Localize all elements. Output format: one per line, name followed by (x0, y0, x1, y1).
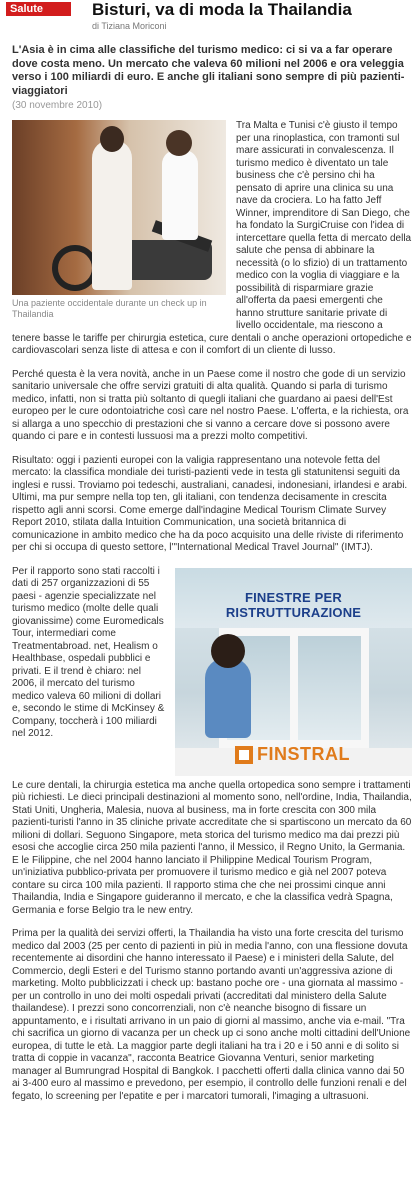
paragraph-6: Prima per la qualità dei servizi offerti, la Thailandia ha visto una forte crescita del turismo medico dal 2003 (25 per cento di pazienti in più in media l'anno, con una flessione dovuta recentemente ai disordini che hanno interessato il Paese) e i ministeri della Salute, del Commercio, degli Esteri e del Turismo stanno portando avanti un'aggressiva azione di marketing. Molto pubblicizzati i check up: bastano poche ore - una giornata al massimo - per un controllo in uno dei molti ospedali privati (accreditati dal ministero della Salute thailandese). I prezzi sono concorrenziali, non c'è neanche bisogno di fissare un appuntamento, e i risultati arrivano in un paio di giorni al massimo, anche via e-mail. "Tra chi sacrifica un giorno di vacanza per un check up ci sono anche molti cittadini dell'Unione europea, di tutte le età. La maggior parte degli italiani ha tra i 20 e i 50 anni e di solito si tratta di coppie in vacanza", racconta Beatrice Giovanna Venturi, senior marketing manager al Bumrungrad Hospital di Bangkok. I pacchetti offerti dalla clinica vanno dai 50 ai 3-400 euro al massimo e prevedono, per esempio, il controllo delle funzioni renali e del fegato, lo screening per l'epatite e per i marcatori tumorali, l'imaging a ultrasuoni. (12, 928, 411, 1102)
ad-brand-name: FINSTRAL (257, 744, 350, 765)
paragraph-4: Per il rapporto sono stati raccolti i dati di 257 organizzazioni di 55 paesi - agenzie specializzate nel turismo medico (molte delle quali giovanissime) come Euromedicals Tour, intermediari come Treatmentabroad. net, Healism o Healthbase, ospedali pubblici e privati. E il trend è chiaro: nel 2006, il mercato del turismo medico valeva 60 milioni di dollari e, secondo le stime di McKinsey & Company, toccherà i 100 miliardi nel 2012. (12, 565, 165, 739)
paragraph-1: Tra Malta e Tunisi c'è giusto il tempo per una rinoplastica, con tramonti sul mare assicurati in convalescenza. Il turismo medico è diventato un tale business che c'è persino chi ha pensato di aprire una clinica su una nave da crociera. Lo ha fatto Jeff Winner, imprenditore di San Diego, che ha fondato la SurgiCruise con l'idea di intercettare quella fetta di mercato della salute che pensa di abbinare la necessità (o lo sfizio) di un trattamento medico con la voglia di viaggiare e la possibilità di risparmiare grazie all'offerta da paesi emergenti che hanno strutture sanitarie private di livello occidentale, ma riescono a tenere basse le tariffe per chirurgia estetica, cure dentali o anche operazioni ortopediche e cardiovascolari senza liste di attesa e con il comfort di un cliente di lusso. (12, 120, 412, 356)
ad-headline-line2: RISTRUTTURAZIONE (225, 604, 362, 620)
paragraph-3: Risultato: oggi i pazienti europei con la valigia rappresentano una notevole fetta del mercato: la classifica mondiale dei turisti-pazienti vede in testa gli statunitensi seguiti da inglesi e russi. Troviamo poi tedeschi, australiani, canadesi, indonesiani, irlandesi e arabi. Ultimi, ma pur sempre nella top ten, gli italiani, con tendenza decisamente in crescita rispetto agli anni scorsi. Come emerge dall'indagine Medical Tourism Climate Survey Report 2010, stilata dalla Intuition Communication, una società britannica di comunicazione in ambito medico che ha da poco acquisito una delle riviste di riferimento per chi si occupa di questo settore, l'"International Medical Travel Journal" (IMTJ). (12, 454, 408, 553)
photo-caption: Una paziente occidentale durante un check up in Thailandia (12, 298, 207, 319)
article-photo-figure (12, 120, 226, 320)
paragraph-2: Perché questa è la vera novità, anche in un Paese come il nostro che gode di un servizio sanitario universale che offre servizi gratuiti di alta qualità. Quando si parla di turismo medico, infatti, non si tratta più soltanto di quegli italiani che guardano ai paesi dell'Est europeo per le cure odontoiatriche così care nel nostro Paese. L'offerta, e la richiesta, ora si allarga a uno specchio di prestazioni che si vanno a cercare dove si possono avere quando ci pare e in contesti lussuosi ma a prezzi molto competitivi. (12, 368, 409, 442)
article-body (12, 120, 412, 1103)
finstral-advertisement[interactable] (175, 568, 412, 776)
article-date: (30 novembre 2010) (12, 100, 103, 111)
ad-brand (235, 743, 350, 767)
article-header (6, 0, 412, 44)
article-lead: L'Asia è in cima alle classifiche del turismo medico: ci si va a far operare dove costa meno. Un mercato che valeva 60 milioni nel 2006 e ora veleggia verso i 100 miliardi di euro. E anche gli italiani sono sempre di più pazienti-viaggiatori (12, 44, 405, 97)
paragraph-5: Le cure dentali, la chirurgia estetica ma anche quella ortopedica sono sempre i trattamenti più richiesti. Le dieci principali destinazioni al momento sono, nell'ordine, India, Thailandia, Stati Uniti, Ungheria, Malesia, nuova al business, ma in forte crescita con 300 mila pazienti-turisti l'anno in 35 cliniche private accreditate che si spartiscono un mercato da 60 milioni di dollari. Seguono Singapore, meta storica del turismo medico ma dai prezzi più esosi che accoglie circa 250 mila pazienti l'anno, il Messico, il Regno Unito, la Germania. E le Filippine, che nel 2004 hanno lanciato il Philippine Medical Tourism Program, un'iniziativa pubblico-privata per promuovere il turismo medico e già nel 2007 poteva contare su circa 100 mila pazienti. Il rapporto stima che che nei prossimi cinque anni Thailandia, India e Singapore guideranno il mercato, e che la classifica vedrà Spagna, Germania e forse Belgio tra le new entry. (12, 779, 412, 916)
finstral-logo-icon (235, 746, 253, 764)
article-title: Bisturi, va di moda la Thailandia (92, 0, 352, 19)
section-tag[interactable]: Salute (6, 2, 71, 16)
ad-headline-line1: FINESTRE PER (244, 589, 343, 605)
ad-headline (175, 590, 412, 620)
byline: di Tiziana Moriconi (92, 21, 167, 31)
article-photo (12, 120, 226, 295)
